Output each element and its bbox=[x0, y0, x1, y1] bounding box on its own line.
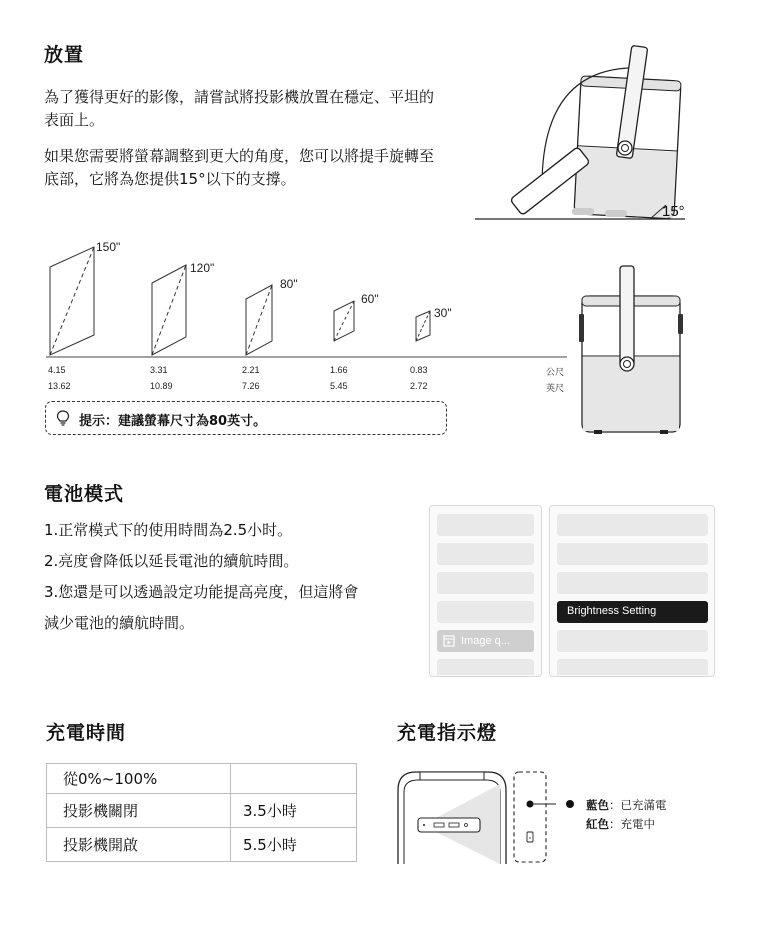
charging-indicator-title: 充電指示燈 bbox=[397, 722, 498, 744]
image-quality-icon bbox=[443, 635, 455, 647]
table-cell: 5.5小時 bbox=[231, 828, 357, 862]
battery-title: 電池模式 bbox=[44, 483, 125, 505]
size-label-80: 80" bbox=[280, 277, 298, 291]
indicator-red-desc: 充電中 bbox=[620, 817, 655, 831]
indicator-blue-label: 藍色 bbox=[586, 798, 609, 812]
screen-30 bbox=[416, 311, 430, 341]
placement-para1-line2: 表面上。 bbox=[44, 111, 105, 129]
brightness-setting-item[interactable]: Brightness Setting bbox=[557, 601, 708, 623]
unit-feet: 英尺 bbox=[546, 383, 565, 393]
screen-size-tip bbox=[45, 401, 447, 435]
projector-back-illustration bbox=[396, 768, 556, 864]
menu-item[interactable] bbox=[437, 572, 534, 594]
table-row bbox=[47, 828, 357, 862]
battery-list bbox=[44, 515, 358, 639]
menu-item[interactable] bbox=[437, 543, 534, 565]
distance-ft-80: 7.26 bbox=[242, 381, 260, 391]
battery-line-4: 減少電池的續航時間。 bbox=[44, 614, 195, 632]
charging-time-title: 充電時間 bbox=[46, 722, 127, 744]
table-cell: 從0%~100% bbox=[47, 764, 231, 794]
projector-front-illustration bbox=[572, 262, 692, 438]
screen-150 bbox=[50, 247, 94, 355]
screen-size-diagram bbox=[44, 235, 569, 360]
table-cell: 投影機開啟 bbox=[47, 828, 231, 862]
table-cell bbox=[231, 764, 357, 794]
screen-60 bbox=[334, 301, 354, 341]
table-cell: 3.5小時 bbox=[231, 794, 357, 828]
submenu-item[interactable] bbox=[557, 514, 708, 536]
table-cell: 投影機關閉 bbox=[47, 794, 231, 828]
battery-line-1: 1.正常模式下的使用時間為2.5小时。 bbox=[44, 521, 293, 539]
placement-paragraph-2 bbox=[44, 145, 434, 191]
submenu-item[interactable] bbox=[557, 543, 708, 565]
menu-item-image-quality[interactable] bbox=[437, 630, 534, 652]
distance-m-150: 4.15 bbox=[48, 365, 66, 375]
placement-paragraph-1 bbox=[44, 86, 434, 132]
size-label-120: 120" bbox=[190, 261, 215, 275]
tilt-angle-label: 15° bbox=[662, 203, 685, 220]
distance-ft-150: 13.62 bbox=[48, 381, 71, 391]
menu-item[interactable] bbox=[437, 514, 534, 536]
screen-120 bbox=[152, 265, 186, 355]
table-row bbox=[47, 794, 357, 828]
menu-panel-right bbox=[549, 505, 715, 677]
lightbulb-icon bbox=[55, 409, 71, 427]
screen-80 bbox=[246, 285, 272, 355]
distance-ft-60: 5.45 bbox=[330, 381, 348, 391]
placement-para2-line1: 如果您需要將螢幕調整到更大的角度，您可以將提手旋轉至 bbox=[44, 147, 435, 165]
indicator-blue-legend: 藍色：已充滿電 bbox=[586, 798, 667, 812]
menu-item[interactable] bbox=[437, 601, 534, 623]
charging-time-table bbox=[46, 763, 357, 862]
placement-para2-line2: 底部，它將為您提供15°以下的支撐。 bbox=[44, 170, 296, 188]
battery-line-2: 2.亮度會降低以延長電池的續航時間。 bbox=[44, 552, 299, 570]
indicator-red-legend: 紅色：充電中 bbox=[586, 817, 655, 831]
indicator-blue-desc: 已充滿電 bbox=[620, 798, 667, 812]
size-label-150: 150" bbox=[96, 240, 121, 254]
indicator-red-label: 紅色 bbox=[586, 817, 609, 831]
indicator-pointer-dot bbox=[566, 800, 574, 808]
distance-m-60: 1.66 bbox=[330, 365, 348, 375]
submenu-item[interactable] bbox=[557, 572, 708, 594]
distance-ft-30: 2.72 bbox=[410, 381, 428, 391]
submenu-item[interactable] bbox=[557, 630, 708, 652]
distance-m-30: 0.83 bbox=[410, 365, 428, 375]
placement-para1-line1: 為了獲得更好的影像，請嘗試將投影機放置在穩定、平坦的 bbox=[44, 88, 435, 106]
menu-panel-left bbox=[429, 505, 542, 677]
battery-line-3: 3.您還是可以透過設定功能提高亮度，但這將會 bbox=[44, 583, 359, 601]
size-label-30: 30" bbox=[434, 306, 452, 320]
distance-m-120: 3.31 bbox=[150, 365, 168, 375]
size-label-60: 60" bbox=[361, 292, 379, 306]
table-row bbox=[47, 764, 357, 794]
menu-item[interactable] bbox=[437, 659, 534, 675]
menu-item-image-quality-label: Image q... bbox=[461, 635, 510, 647]
tip-text: 提示：建議螢幕尺寸為80英寸。 bbox=[79, 414, 267, 429]
distance-ft-120: 10.89 bbox=[150, 381, 173, 391]
placement-title: 放置 bbox=[44, 44, 85, 66]
distance-m-80: 2.21 bbox=[242, 365, 260, 375]
submenu-item[interactable] bbox=[557, 659, 708, 675]
unit-meters: 公尺 bbox=[546, 367, 565, 377]
